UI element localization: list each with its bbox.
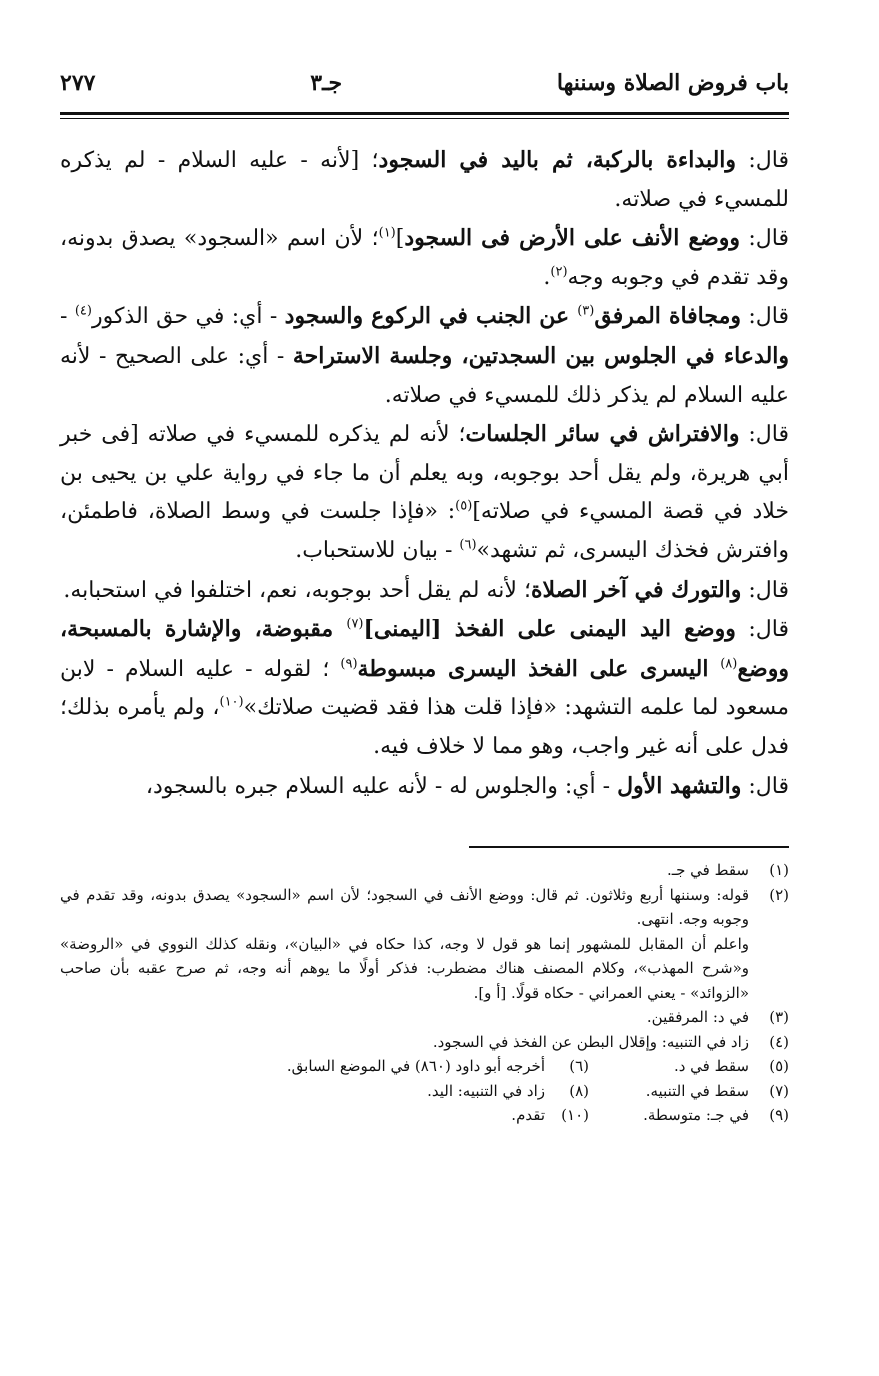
matn-text: اليسرى على الفخذ اليسرى مبسوطة: [357, 655, 721, 682]
footnote-ref: (١): [378, 225, 396, 241]
paragraph-4: قال: والافتراش في سائر الجلسات؛ لأنه لم يذكره للمسيء في صلاته [فى خبر أبي هريرة، ولم يقل أحد بوجوبه، وبه يعلم أن ما جاء في رواية علي بن يحيى بن خلاد في قصة المسيء في صلاته]$^{(٥)}$: «فإذا جلست في وسط الصلاة، فاطمئن، وافترش فخذك اليسرى، ثم تشهد»$^{(٦)}$ - بيان للاستحباب.: [60, 421, 790, 563]
matn-text: والتورك في آخر الصلاة: [530, 576, 742, 603]
paragraph-1: قال: والبداءة بالركبة، ثم باليد في السجود؛ [لأنه - عليه السلام - لم يذكره للمسيء في صلاته.: [60, 147, 789, 212]
footnote-separator: [469, 846, 789, 848]
matn-text: ومجافاة المرفق: [594, 303, 741, 330]
footnote-2: (٢) قوله: وسننها أربع وثلاثون. ثم قال: ووضع الأنف في السجود؛ لأن اسم «السجود» يصدق بدونه، وقد تقدم في وجوبه وجه. انتهى. واعلم أن المقابل للمشهور إنما هو قول لا وجه، كذا حكاه في «البيان»، ونقله كذلك النووي في «الروضة» و«شرح المهذب»، وكلام المصنف هناك مضطرب: فذكر أولًا ما يوهم أنه وجه، ثم صرح عقبه بأن صاحب «الزوائد» - يعني العمراني - حكاه قولًا. [أ و].: [60, 885, 789, 1002]
footnotes: [60, 858, 789, 1128]
matn-text: والتشهد الأول: [617, 772, 742, 799]
page-number: ٢٧٧: [60, 70, 96, 96]
footnote-ref: (٢): [550, 264, 568, 280]
footnote-7: (٧) سقط في التنبيه.: [645, 1081, 789, 1100]
paragraph-3: قال: ومجافاة المرفق$^{(٣)}$ عن الجنب في الركوع والسجود - أي: في حق الذكور$^{(٤)}$ - والدعاء في الجلوس بين السجدتين، وجلسة الاستراحة - أي: على الصحيح - لأنه عليه السلام لم يذكر ذلك للمسيء في صلاته.: [60, 303, 790, 408]
footnote-5: (٥) سقط في د.: [673, 1057, 789, 1076]
chapter-title: باب فروض الصلاة وسننها: [556, 70, 789, 96]
footnote-row-9-10: [60, 1103, 789, 1128]
footnote-ref: (٨): [720, 656, 738, 672]
footnote-10: (١٠) تقدم.: [511, 1106, 589, 1125]
matn-text: ووضع الأنف على الأرض فى السجود: [404, 225, 741, 252]
footnote-8: (٨) زاد في التنبيه: اليد.: [427, 1081, 589, 1100]
footnote-2-part-2: واعلم أن المقابل للمشهور إنما هو قول لا وجه، كذا حكاه في «البيان»، ونقله كذلك النووي في «الروضة» و«شرح المهذب»، وكلام المصنف هناك مضطرب: فذكر أولًا ما يوهم أنه وجه، ثم صرح عقبه بأن صاحب «الزوائد» - يعني العمراني - حكاه قولًا. [أ و].: [60, 934, 749, 1002]
paragraph-7: قال: والتشهد الأول - أي: والجلوس له - لأنه عليه السلام جبره بالسجود،: [145, 772, 789, 799]
footnote-ref: (٦): [459, 537, 477, 553]
book-page: [60, 70, 789, 1336]
footnote-ref: (٣): [577, 304, 595, 320]
volume-label: جـ٣: [310, 70, 343, 96]
running-header: [60, 70, 789, 106]
header-rule-thick: [60, 112, 789, 115]
paragraph-2: قال: ووضع الأنف على الأرض فى السجود]$^{(١)}$؛ لأن اسم «السجود» يصدق بدونه، وقد تقدم في وجوبه وجه$^{(٢)}$.: [60, 225, 790, 290]
footnote-ref: (١٠): [219, 694, 244, 710]
matn-text: والبداءة بالركبة، ثم باليد في السجود: [378, 147, 737, 173]
matn-text: والافتراش في سائر الجلسات: [465, 421, 740, 448]
matn-text: ووضع اليد اليمنى على الفخذ [اليمنى]: [363, 616, 736, 643]
footnote-1: (١) سقط في جـ.: [666, 861, 789, 880]
matn-text: مقبوضة، والإشارة بالمسبحة، ووضع: [60, 616, 789, 682]
footnote-ref: (٤): [74, 304, 92, 320]
footnote-4: (٤) زاد في التنبيه: وإقلال البطن عن الفخذ في السجود.: [432, 1032, 789, 1051]
footnote-row-7-8: [60, 1079, 789, 1104]
footnote-ref: (٥): [455, 499, 473, 515]
matn-text: والدعاء في الجلوس بين السجدتين، وجلسة الاستراحة: [292, 342, 790, 369]
footnote-3: (٣) في د: المرفقين.: [646, 1008, 789, 1027]
footnote-6: (٦) أخرجه أبو داود (٨٦٠) في الموضع السابق.: [286, 1057, 589, 1076]
main-text: [60, 141, 789, 806]
footnote-ref: (٧): [346, 616, 364, 632]
matn-text: عن الجنب في الركوع والسجود: [284, 303, 578, 330]
footnote-row-5-6: [60, 1054, 789, 1079]
header-rule-thin: [60, 118, 789, 119]
paragraph-6: قال: ووضع اليد اليمنى على الفخذ [اليمنى]$^{(٧)}$ مقبوضة، والإشارة بالمسبحة، ووضع$^{(٨)}$ اليسرى على الفخذ اليسرى مبسوطة$^{(٩)}$ ؛ لقوله - عليه السلام - لابن مسعود لما علمه التشهد: «فإذا قلت هذا فقد قضيت صلاتك»$^{(١٠)}$، ولم يأمره بذلك؛ فدل على أنه غير واجب، وهو مما لا خلاف فيه.: [60, 616, 790, 759]
footnote-2-part-1: قوله: وسننها أربع وثلاثون. ثم قال: ووضع الأنف في السجود؛ لأن اسم «السجود» يصدق بدونه، وقد تقدم في وجوبه وجه. انتهى.: [60, 885, 749, 929]
paragraph-5: قال: والتورك في آخر الصلاة؛ لأنه لم يقل أحد بوجوبه، نعم، اختلفوا في استحبابه.: [63, 576, 789, 603]
footnote-9: (٩) في جـ: متوسطة.: [643, 1106, 789, 1125]
footnote-ref: (٩): [340, 656, 358, 672]
